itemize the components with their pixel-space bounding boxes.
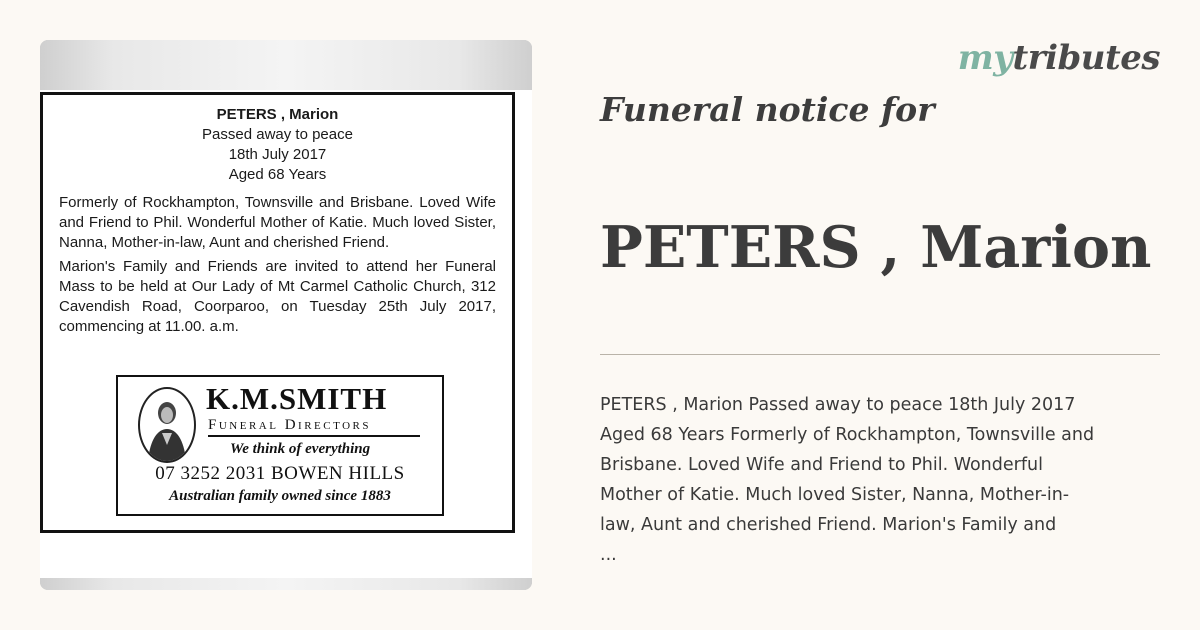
- summary-line: Mother of Katie. Much loved Sister, Nanna, Mother-in-: [600, 485, 1070, 505]
- notice-summary: [600, 390, 1165, 570]
- ad-tagline: We think of everything: [230, 441, 371, 457]
- divider: [600, 354, 1160, 355]
- summary-line: Aged 68 Years Formerly of Rockhampton, Townsville and: [600, 425, 1095, 445]
- notice-passed-line: Passed away to peace: [202, 126, 353, 143]
- summary-line: law, Aunt and cherished Friend. Marion's Family and: [600, 515, 1057, 535]
- ad-subtitle: Funeral Directors: [208, 417, 420, 437]
- funeral-director-ad: [116, 375, 444, 516]
- logo-my-text: my: [957, 38, 1013, 78]
- notice-paragraph-family: Formerly of Rockhampton, Townsville and Brisbane. Loved Wife and Friend to Phil. Wonderful Mother of Katie. Much loved Sister, Nanna, Mother-in-law, Aunt and cherished Friend.: [59, 194, 496, 251]
- notice-paper: [40, 90, 532, 578]
- newspaper-notice: [40, 92, 515, 533]
- summary-ellipsis: ...: [600, 545, 617, 565]
- notice-paragraph-service: Marion's Family and Friends are invited to attend her Funeral Mass to be held at Our Lady of Mt Carmel Catholic Church, 312 Cavendish Road, Coorparoo, on Tuesday 25th July 2017, commencing at 11.00. a.m.: [59, 258, 496, 335]
- notice-header: [59, 105, 496, 185]
- summary-line: PETERS , Marion Passed away to peace 18th July 2017: [600, 395, 1076, 415]
- mytributes-logo[interactable]: [958, 38, 1160, 78]
- notice-date: 18th July 2017: [228, 146, 327, 163]
- ad-phone: 07 3252 2031 BOWEN HILLS: [155, 463, 405, 484]
- notice-deceased-name: PETERS , Marion: [216, 106, 339, 123]
- summary-line: Brisbane. Loved Wife and Friend to Phil. Wonderful: [600, 455, 1043, 475]
- notice-body: [59, 193, 496, 337]
- notice-image-card: [40, 40, 532, 590]
- ad-since: Australian family owned since 1883: [169, 488, 391, 504]
- notice-age: Aged 68 Years: [228, 166, 327, 183]
- km-smith-logo: K.M.SMITH: [206, 381, 388, 416]
- portrait-icon: [138, 387, 196, 463]
- card-top-shade: [40, 40, 532, 92]
- page-heading: Funeral notice for: [600, 90, 935, 129]
- deceased-name-title: PETERS , Marion: [600, 214, 1152, 281]
- logo-tributes-text: tributes: [1012, 38, 1160, 78]
